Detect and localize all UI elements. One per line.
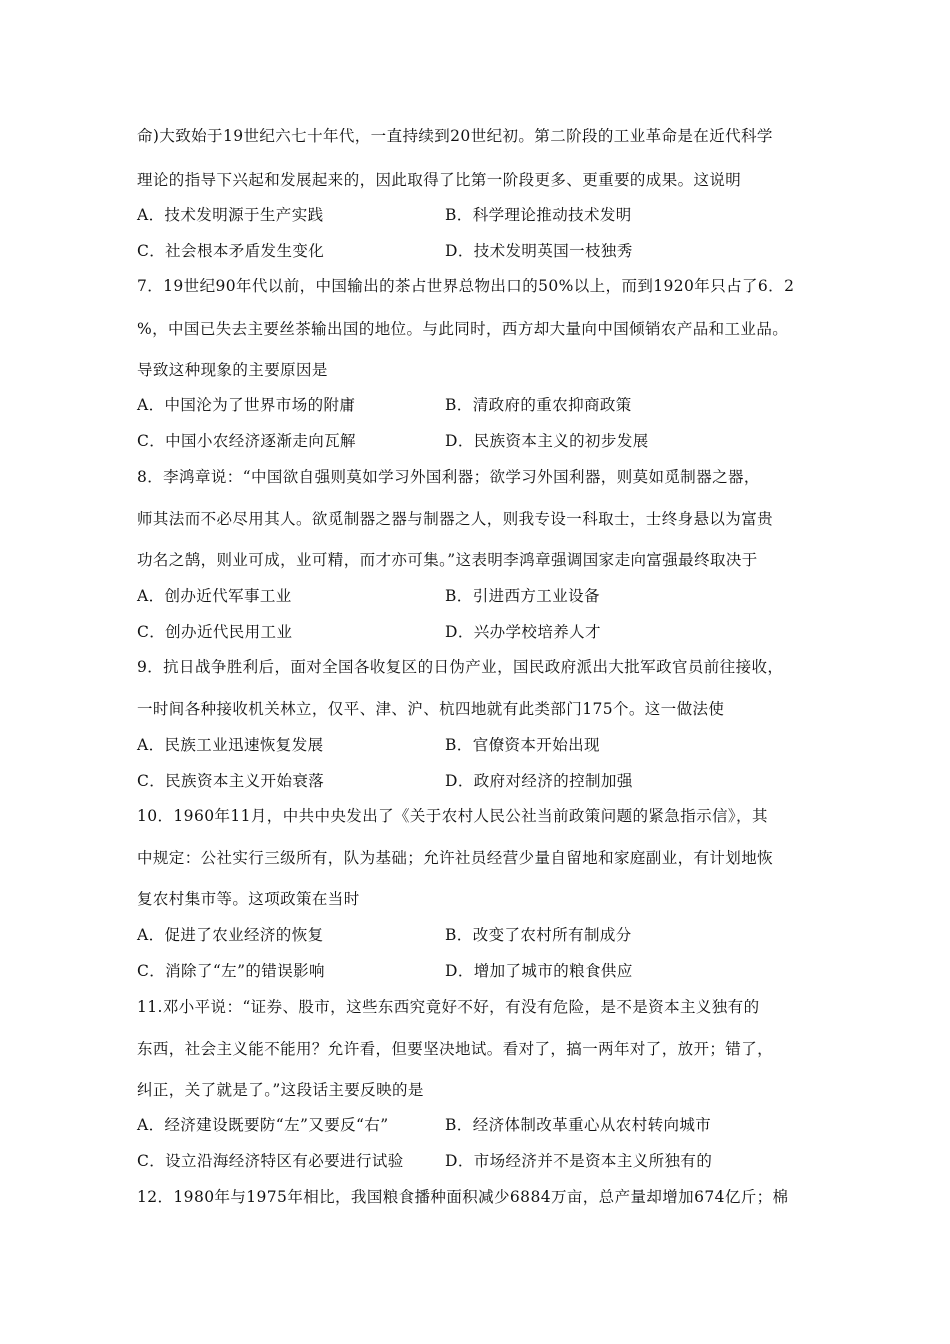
option-d: D．增加了城市的粮食供应 xyxy=(445,962,633,980)
option-c: C．消除了“左”的错误影响 xyxy=(137,962,325,980)
question-stem: 功名之鹄，则业可成，业可精，而才亦可集。”这表明李鸿章强调国家走向富强最终取决于 xyxy=(137,551,758,569)
option-c: C．民族资本主义开始衰落 xyxy=(137,772,325,790)
option-b: B．清政府的重农抑商政策 xyxy=(445,396,632,414)
option-c: C．设立沿海经济特区有必要进行试验 xyxy=(137,1152,404,1170)
question-stem: 中规定：公社实行三级所有，队为基础；允许社员经营少量自留地和家庭副业，有计划地恢 xyxy=(137,849,774,867)
option-a: A．创办近代军事工业 xyxy=(137,587,292,605)
option-d: D．技术发明英国一枝独秀 xyxy=(445,242,633,260)
option-d: D．政府对经济的控制加强 xyxy=(445,772,633,790)
question-stem: 10．1960年11月，中共中央发出了《关于农村人民公社当前政策问题的紧急指示信》，其 xyxy=(137,807,768,825)
option-a: A．经济建设既要防“左”又要反“右” xyxy=(137,1116,389,1134)
option-b: B．改变了农村所有制成分 xyxy=(445,926,632,944)
option-a: A．民族工业迅速恢复发展 xyxy=(137,736,324,754)
option-a: A．促进了农业经济的恢复 xyxy=(137,926,324,944)
question-stem: 一时间各种接收机关林立，仅平、津、沪、杭四地就有此类部门175个。这一做法使 xyxy=(137,700,725,718)
option-d: D．民族资本主义的初步发展 xyxy=(445,432,649,450)
option-d: D．市场经济并不是资本主义所独有的 xyxy=(445,1152,713,1170)
option-d: D．兴办学校培养人才 xyxy=(445,623,601,641)
option-c: C．创办近代民用工业 xyxy=(137,623,293,641)
option-b: B．经济体制改革重心从农村转向城市 xyxy=(445,1116,712,1134)
intro-line: 理论的指导下兴起和发展起来的，因此取得了比第一阶段更多、更重要的成果。这说明 xyxy=(137,171,742,189)
option-b: B．引进西方工业设备 xyxy=(445,587,600,605)
option-a: A．中国沦为了世界市场的附庸 xyxy=(137,396,356,414)
question-stem: 7．19世纪90年代以前，中国输出的茶占世界总物出口的50%以上，而到1920年只占了6．2 xyxy=(137,277,795,295)
option-c: C．中国小农经济逐渐走向瓦解 xyxy=(137,432,356,450)
question-stem: 11.邓小平说：“证券、股市，这些东西究竟好不好，有没有危险，是不是资本主义独有的 xyxy=(137,998,760,1016)
option-a: A．技术发明源于生产实践 xyxy=(137,206,324,224)
question-stem: 东西，社会主义能不能用？允许看，但要坚决地试。看对了，搞一两年对了，放开；错了， xyxy=(137,1040,774,1058)
question-stem: 12．1980年与1975年相比，我国粮食播种面积减少6884万亩，总产量却增加674亿斤；棉 xyxy=(137,1188,789,1206)
question-stem: 纠正，关了就是了。”这段话主要反映的是 xyxy=(137,1081,424,1099)
question-stem: 师其法而不必尽用其人。欲觅制器之器与制器之人，则我专设一科取士，士终身悬以为富贵 xyxy=(137,510,774,528)
question-stem: %，中国已失去主要丝茶输出国的地位。与此同时，西方却大量向中国倾销农产品和工业品。 xyxy=(137,320,789,338)
question-stem: 8．李鸿章说：“中国欲自强则莫如学习外国利器；欲学习外国利器，则莫如觅制器之器， xyxy=(137,468,760,486)
option-c: C．社会根本矛盾发生变化 xyxy=(137,242,325,260)
question-stem: 复农村集市等。这项政策在当时 xyxy=(137,890,360,908)
question-stem: 9．抗日战争胜利后，面对全国各收复区的日伪产业，国民政府派出大批军政官员前往接收， xyxy=(137,658,784,676)
option-b: B．官僚资本开始出现 xyxy=(445,736,600,754)
intro-line: 命)大致始于19世纪六七十年代，一直持续到20世纪初。第二阶段的工业革命是在近代科学 xyxy=(137,127,773,145)
option-b: B．科学理论推动技术发明 xyxy=(445,206,632,224)
question-stem: 导致这种现象的主要原因是 xyxy=(137,361,328,379)
